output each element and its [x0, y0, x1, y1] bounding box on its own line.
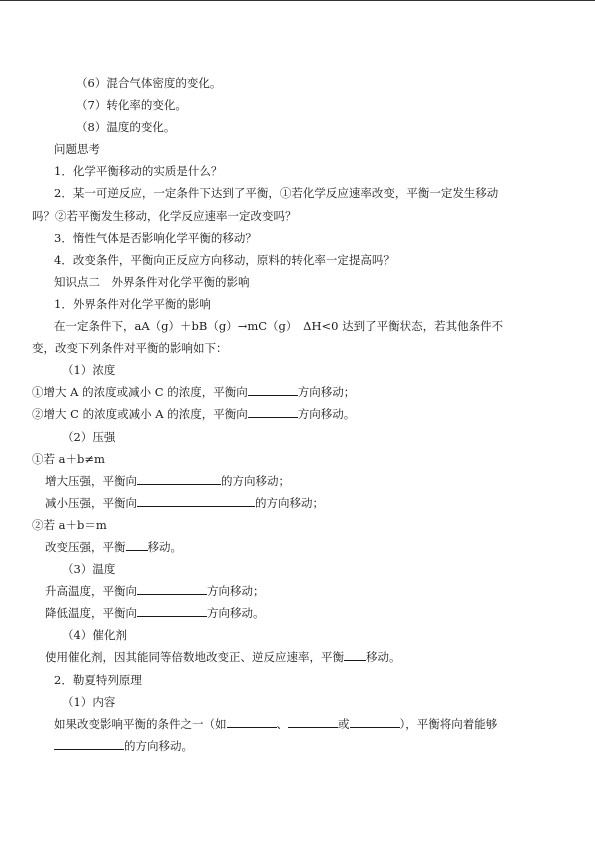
answer-blank[interactable] — [227, 714, 277, 728]
page-top-border — [0, 0, 595, 1]
answer-blank[interactable] — [344, 647, 366, 661]
item-heading: （4）催化剂 — [62, 628, 127, 643]
answer-blank[interactable] — [137, 581, 207, 595]
fill-blank-line: ①增大 A 的浓度或减小 C 的浓度，平衡向 方向移动； — [32, 381, 544, 403]
fill-blank-line: 使用催化剂，因其能同等倍数地改变正、逆反应速率，平衡 移动。 — [45, 646, 544, 668]
answer-blank[interactable] — [137, 471, 221, 485]
condition-line: ②若 a＋b＝m — [32, 517, 107, 532]
condition-line: ①若 a＋b≠m — [32, 451, 105, 466]
answer-blank[interactable] — [54, 736, 124, 750]
answer-blank[interactable] — [137, 493, 255, 507]
answer-blank[interactable] — [137, 603, 207, 617]
fill-blank-line: 升高温度，平衡向 方向移动； — [45, 580, 544, 602]
question-item: 1．化学平衡移动的实质是什么？ — [54, 164, 223, 179]
question-item: 2．某一可逆反应，一定条件下达到了平衡，①若化学反应速率改变，平衡一定发生移动 — [54, 186, 499, 201]
question-item-continued: 吗？②若平衡发生移动，化学反应速率一定改变吗？ — [32, 208, 297, 223]
answer-blank[interactable] — [248, 404, 298, 418]
subsection-heading: 1．外界条件对化学平衡的影响 — [54, 296, 211, 311]
answer-blank[interactable] — [126, 537, 148, 551]
question-item: 4．改变条件，平衡向正反应方向移动，原料的转化率一定提高吗？ — [54, 252, 395, 267]
answer-blank[interactable] — [248, 382, 298, 396]
fill-blank-line: ②增大 C 的浓度或减小 A 的浓度，平衡向 方向移动。 — [32, 403, 544, 425]
fill-blank-line: 降低温度，平衡向 方向移动。 — [45, 602, 544, 624]
fill-blank-line: 减小压强，平衡向 的方向移动； — [45, 492, 544, 514]
answer-blank[interactable] — [350, 714, 400, 728]
section-heading: 知识点二 外界条件对化学平衡的影响 — [54, 274, 250, 289]
section-label: 问题思考 — [54, 142, 100, 157]
paragraph-line: 在一定条件下，aA（g）＋bB（g）→mC（g） ΔH<0 达到了平衡状态，若其他条件不 — [54, 319, 504, 334]
item-heading: （2）压强 — [62, 429, 116, 444]
item-heading: （3）温度 — [62, 562, 116, 577]
document-body — [32, 72, 544, 757]
text-line: （8）温度的变化。 — [76, 120, 176, 135]
fill-blank-line: 的方向移动。 — [54, 735, 544, 757]
answer-blank[interactable] — [288, 714, 338, 728]
fill-blank-line: 改变压强，平衡 移动。 — [45, 536, 544, 558]
fill-blank-line: 增大压强，平衡向 的方向移动； — [45, 470, 544, 492]
fill-blank-line: 如果改变影响平衡的条件之一（如 、 或 ），平衡将向着能够 — [54, 713, 544, 735]
question-item: 3．惰性气体是否影响化学平衡的移动？ — [54, 230, 257, 245]
item-heading: （1）浓度 — [62, 363, 116, 378]
subsection-heading: 2．勒夏特列原理 — [54, 672, 142, 687]
paragraph-line-continued: 变，改变下列条件对平衡的影响如下： — [32, 341, 228, 356]
item-heading: （1）内容 — [62, 694, 116, 709]
text-line: （6）混合气体密度的变化。 — [76, 76, 222, 90]
text-line: （7）转化率的变化。 — [76, 98, 187, 113]
